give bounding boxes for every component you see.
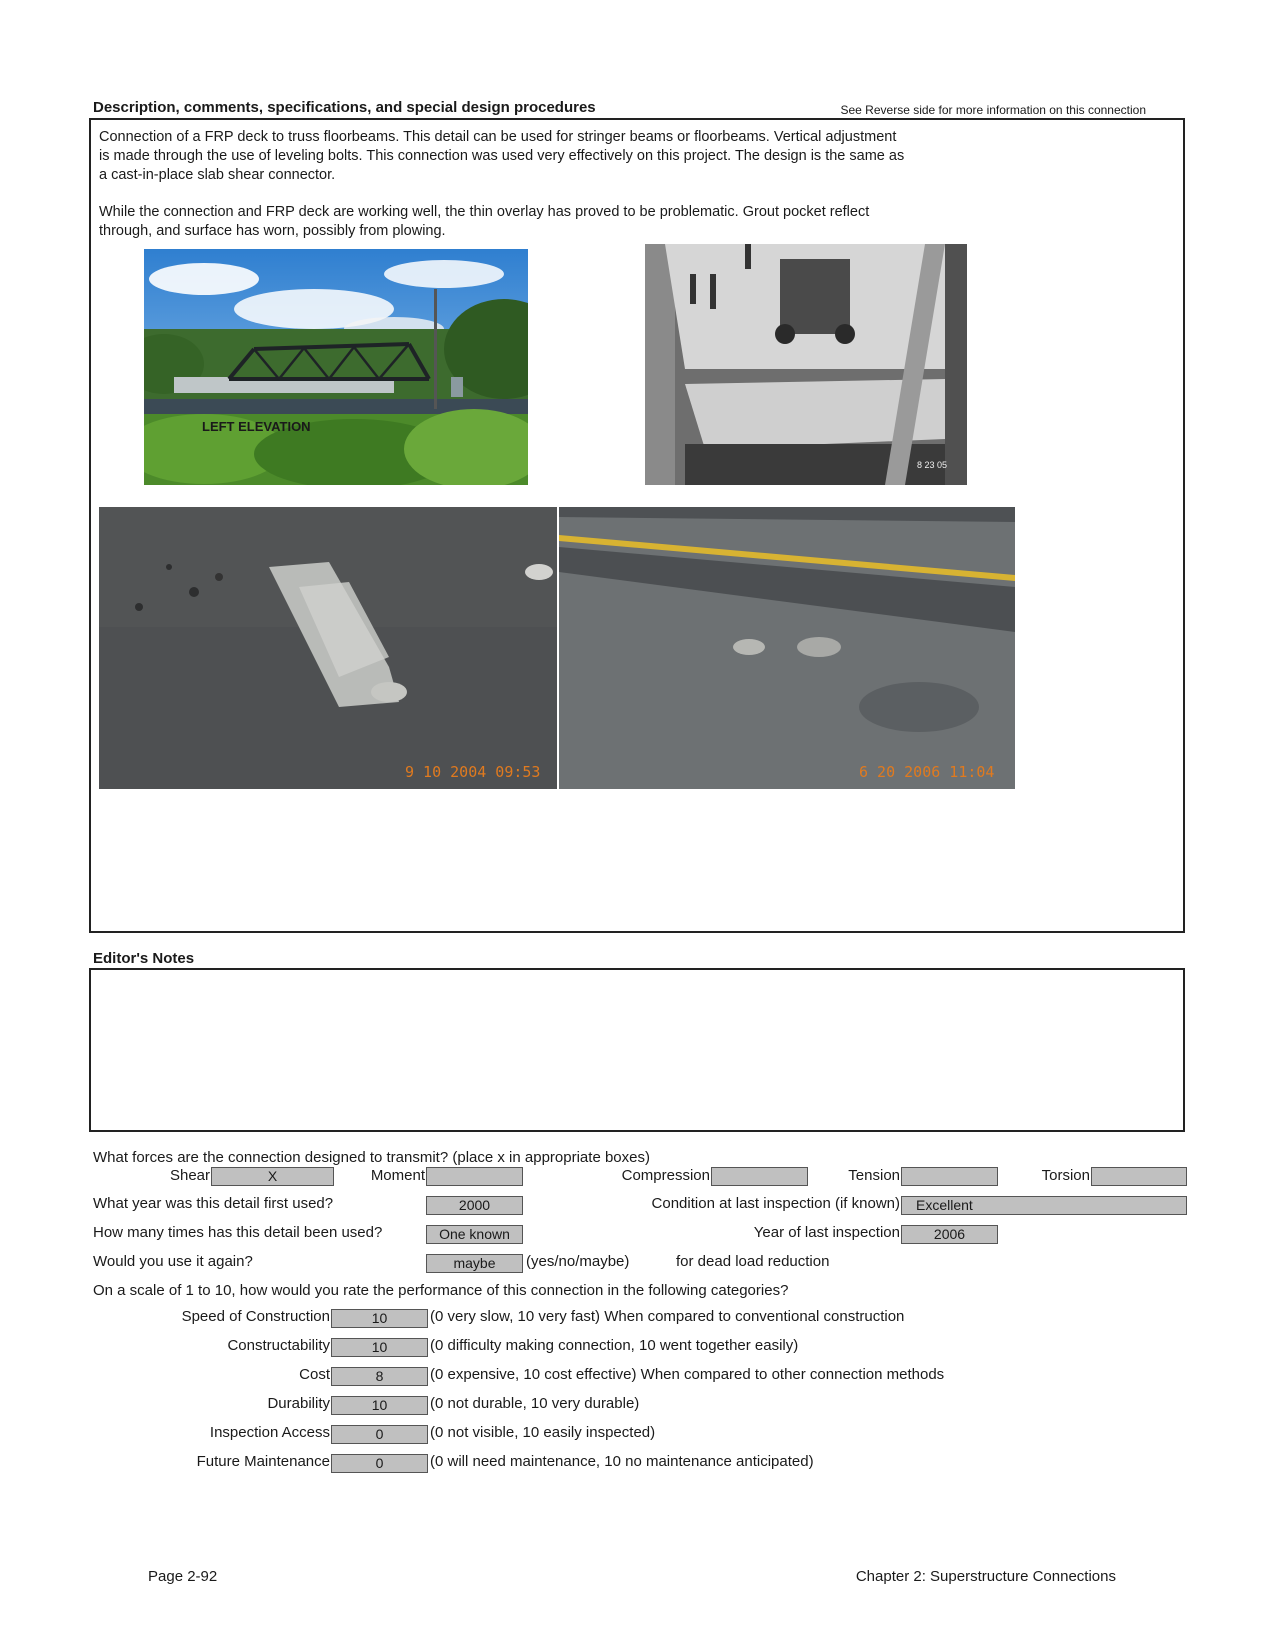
- tension-field[interactable]: [901, 1167, 998, 1186]
- rating-desc-constructability: (0 difficulty making connection, 10 went together easily): [430, 1337, 799, 1354]
- reuse-field[interactable]: maybe: [426, 1254, 523, 1273]
- rating-field-durability[interactable]: 10: [331, 1396, 428, 1415]
- rating-field-speed[interactable]: 10: [331, 1309, 428, 1328]
- shear-field[interactable]: X: [211, 1167, 334, 1186]
- rating-field-inspection[interactable]: 0: [331, 1425, 428, 1444]
- rating-label-inspection: Inspection Access: [209, 1424, 330, 1441]
- section-header: Description, comments, specifications, and special design procedures: [93, 99, 596, 116]
- compression-field[interactable]: [711, 1167, 808, 1186]
- reverse-side-note: See Reverse side for more information on this connection: [840, 103, 1146, 117]
- condition-field[interactable]: Excellent: [901, 1196, 1187, 1215]
- year-last-inspection-label: Year of last inspection: [753, 1224, 900, 1241]
- times-used-field[interactable]: One known: [426, 1225, 523, 1244]
- rating-desc-inspection: (0 not visible, 10 easily inspected): [430, 1424, 656, 1441]
- rating-field-maintenance[interactable]: 0: [331, 1454, 428, 1473]
- year-last-inspection-field[interactable]: 2006: [901, 1225, 998, 1244]
- description-line: Connection of a FRP deck to truss floorbeams. This detail can be used for stringer beams or floorbeams. Vertical adjustment: [99, 129, 897, 145]
- reuse-question: Would you use it again?: [93, 1253, 253, 1270]
- description-box: [89, 118, 1185, 933]
- rating-desc-durability: (0 not durable, 10 very durable): [430, 1395, 640, 1412]
- rating-desc-maintenance: (0 will need maintenance, 10 no maintenance anticipated): [430, 1453, 814, 1470]
- moment-label: Moment: [370, 1167, 425, 1184]
- rating-label-cost: Cost: [299, 1366, 330, 1383]
- rating-label-durability: Durability: [267, 1395, 330, 1412]
- chapter-title: Chapter 2: Superstructure Connections: [855, 1568, 1116, 1585]
- rating-label-speed: Speed of Construction: [181, 1308, 330, 1325]
- description-line: through, and surface has worn, possibly from plowing.: [99, 223, 446, 239]
- overlay-patch-photo-2: [559, 507, 1015, 789]
- construction-photo: [645, 244, 967, 485]
- description-text: [99, 128, 1119, 241]
- construction-date-stamp: 8 23 05: [917, 460, 948, 470]
- reuse-note: for dead load reduction: [676, 1253, 830, 1270]
- reuse-hint: (yes/no/maybe): [526, 1253, 630, 1270]
- compression-label: Compression: [621, 1167, 710, 1184]
- description-line: is made through the use of leveling bolts. This connection was used very effectively on this project. The design is the same as: [99, 148, 905, 164]
- construction-image: [645, 244, 967, 485]
- rating-field-constructability[interactable]: 10: [331, 1338, 428, 1357]
- year-first-used-question: What year was this detail first used?: [93, 1195, 334, 1212]
- overlay-patch-photo-1: [99, 507, 557, 789]
- overlay-patch-image-2: [559, 507, 1015, 789]
- bridge-elevation-image: [144, 249, 528, 485]
- rating-desc-speed: (0 very slow, 10 very fast) When compared to conventional construction: [430, 1308, 905, 1325]
- rating-label-maintenance: Future Maintenance: [196, 1453, 330, 1470]
- torsion-label: Torsion: [1041, 1167, 1090, 1184]
- times-used-question: How many times has this detail been used?: [93, 1224, 383, 1241]
- year-first-used-field[interactable]: 2000: [426, 1196, 523, 1215]
- overlay-patch-image-1: [99, 507, 557, 789]
- rating-field-cost[interactable]: 8: [331, 1367, 428, 1386]
- rating-label-constructability: Constructability: [227, 1337, 330, 1354]
- patch1-date-stamp: 9 10 2004 09:53: [405, 763, 541, 781]
- torsion-field[interactable]: [1091, 1167, 1187, 1186]
- bridge-label: LEFT ELEVATION: [202, 419, 311, 434]
- description-line: While the connection and FRP deck are working well, the thin overlay has proved to be problematic. Grout pocket reflect: [99, 204, 870, 220]
- rating-desc-cost: (0 expensive, 10 cost effective) When compared to other connection methods: [430, 1366, 945, 1383]
- editors-notes-header: Editor's Notes: [93, 950, 195, 967]
- shear-label: Shear: [169, 1167, 210, 1184]
- moment-field[interactable]: [426, 1167, 523, 1186]
- bridge-elevation-photo: [144, 249, 528, 485]
- description-line: a cast-in-place slab shear connector.: [99, 167, 336, 183]
- tension-label: Tension: [848, 1167, 900, 1184]
- editors-notes-box: [89, 968, 1185, 1132]
- patch2-date-stamp: 6 20 2006 11:04: [859, 763, 995, 781]
- forces-question: What forces are the connection designed to transmit? (place x in appropriate boxes): [93, 1149, 650, 1166]
- rating-intro: On a scale of 1 to 10, how would you rate the performance of this connection in the following categories?: [93, 1282, 789, 1299]
- condition-question: Condition at last inspection (if known): [651, 1195, 900, 1212]
- page-number: Page 2-92: [148, 1568, 218, 1585]
